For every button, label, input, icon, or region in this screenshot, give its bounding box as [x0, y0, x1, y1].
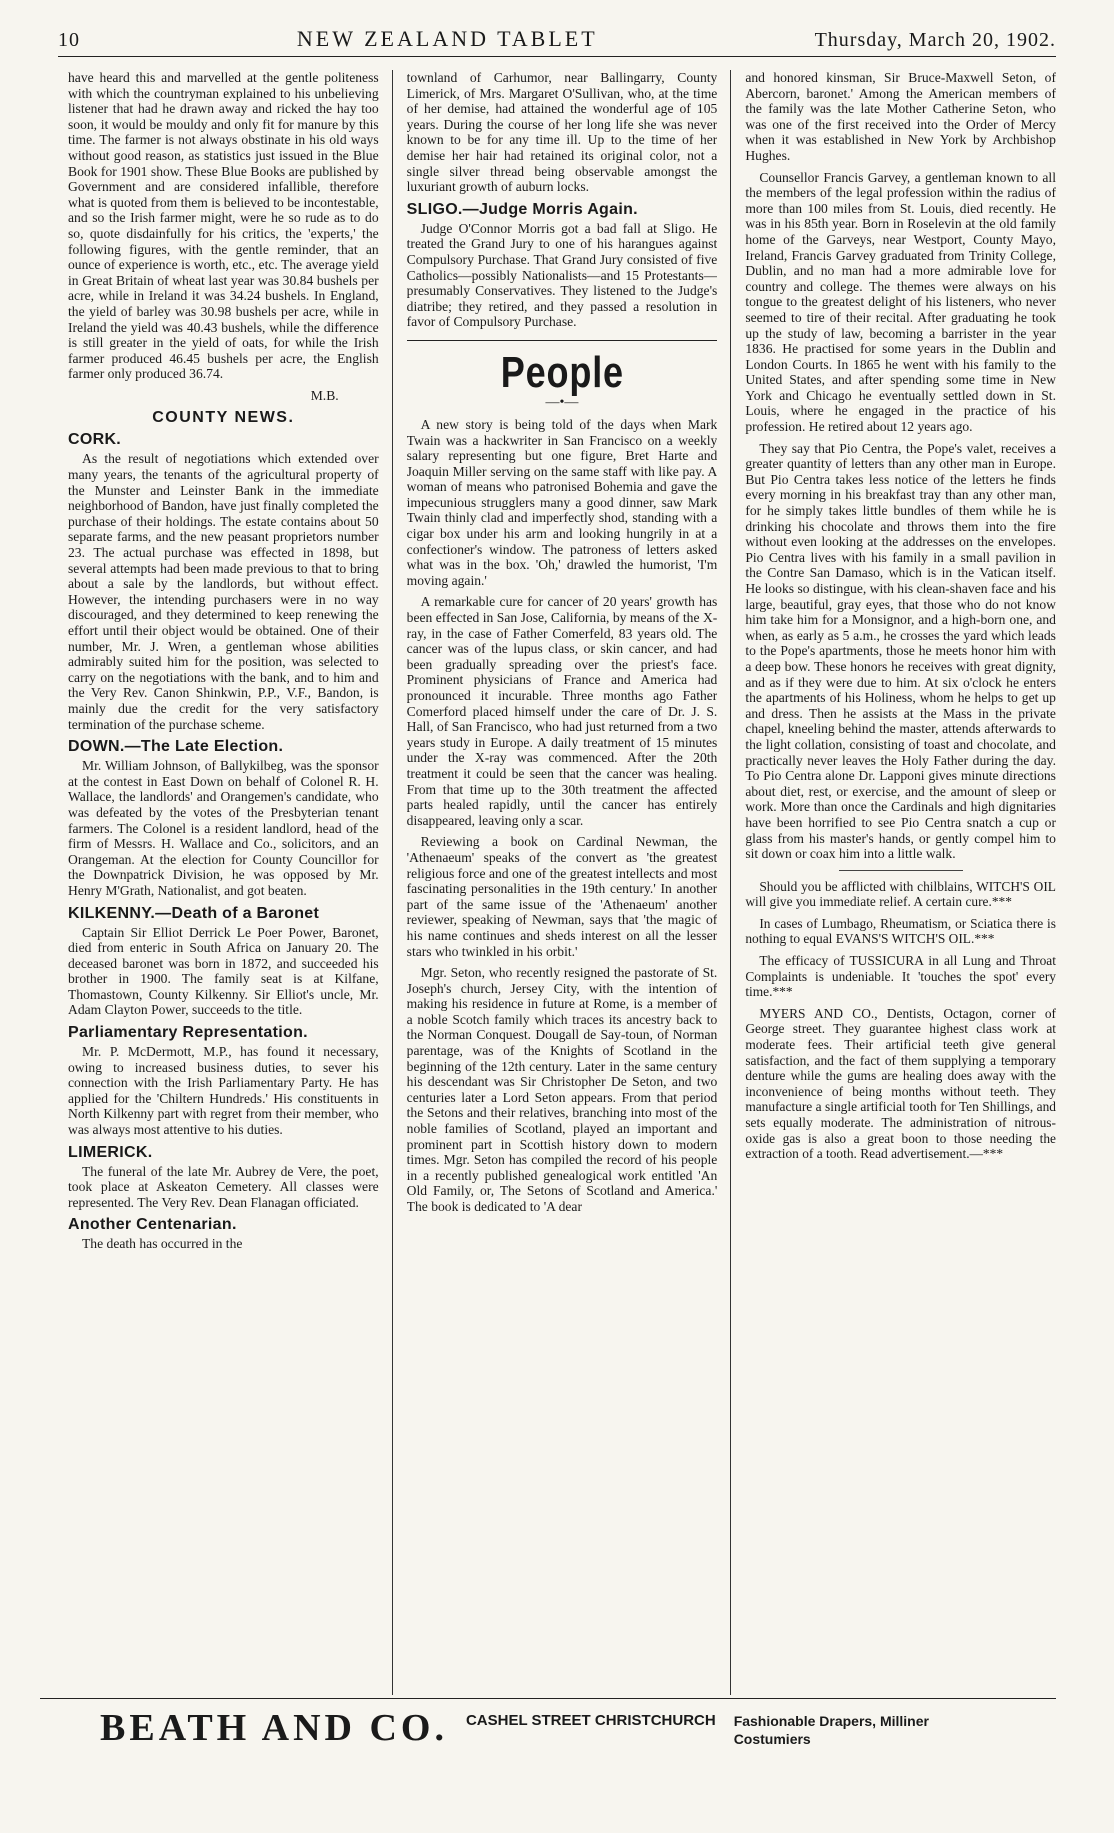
footer-trade-line: Costumiers [733, 1731, 811, 1747]
footer-address: CASHEL STREET CHRISTCHURCH [465, 1712, 716, 1729]
subheading-centenarian: Another Centenarian. [68, 1216, 237, 1234]
footer-firm-name: BEATH AND CO. [100, 1707, 448, 1749]
column-1 [68, 70, 379, 1695]
page-number: 10 [58, 29, 80, 51]
header-rule [58, 56, 1056, 57]
subheading-sligo: SLIGO.—Judge Morris Again. [406, 200, 638, 218]
paragraph: They say that Pio Centra, the Pope's valet, receives a greater quantity of letters than any other man in Europe. But Pio Centra takes less notice of the letters he finds every morning in his breakfast tray than any other man, for he simply takes little bundles of them while he is drinking his chocolate and throws them into the fire without even looking at the addresses on the envelopes. Pio Centra lives with his family in a small pavilion in the Contre San Damaso, which is in the Vatican itself. He looks so distingue, with his clean-shaven face and his large, beautiful, gray eyes, that those who do not know him take him for a Monsignor, and a high-born one, and when, as early as 5 a.m., he crosses the yard which leads to the Pope's apartments, those he meets honor him with a deep bow. These honors he receives with great dignity, and as if they were due to him. At six o'clock he enters the apartments of his Holiness, whom he helps to get up and dress. Then he assists at the Mass in the private chapel, kneeling behind the master, attends afterwards to the light collation, consisting of toast and chocolate, and practically never leaves the Holy Father during the day. To Pio Centra alone Dr. Lapponi gives minute directions about diet, rest, or exercise, and the amount of sleep or work. More than once the Cardinals and high dignitaries have been horrified to see Pio Centra snatch a cup or glass from his master's hands, or gently compel him to sit down or coax him into a little walk. [745, 440, 1056, 862]
paragraph: Counsellor Francis Garvey, a gentleman known to all the members of the legal profession within the radius of more than 100 miles from St. Louis, died recently. He was in his 85th year. Born in Roselevin at the old family home of the Garveys, near Westport, County Mayo, Ireland, Francis Garvey graduated from Trinity College, Dublin, and no man had a more admirable love for country and college. The themes were always on his tongue to the greatest delight of his listeners, who never seemed to tire of their recital. After graduating he took up the study of law, becoming a barrister in the year 1836. He practised for some years in the Dublin and London Courts. In 1865 he went with his family to the United States, and after spending some time in New York and Chicago he eventually settled down in St. Louis, where he engaged in the practice of his profession. He retired about 12 years ago. [745, 169, 1056, 435]
footer-trade [734, 1708, 929, 1748]
section-heading-county-news: COUNTY NEWS. [152, 409, 295, 427]
author-signature: M.B. [310, 387, 339, 403]
subheading-cork: CORK. [68, 431, 122, 449]
paragraph: Mr. P. McDermott, M.P., has found it necessary, owing to increased business duties, to sever his connection with the Irish Parliamentary Party. He has applied for the 'Chiltern Hundreds.' His constituents in North Kilkenny part with regret from their member, who was always most attentive to his duties. [68, 1044, 379, 1138]
paragraph: Captain Sir Elliot Derrick Le Poer Power, Baronet, died from enteric in South Africa on January 20. The deceased baronet was born in 1872, and succeeded his brother in 1900. The family seat is at Kilfane, Thomastown, County Kilkenny. Sir Elliot's uncle, Mr. Adam Clayton Power, succeeds to the title. [68, 924, 379, 1018]
paragraph: The funeral of the late Mr. Aubrey de Vere, the poet, took place at Askeaton Cemetery. All classes were represented. The Very Rev. Dean Flanagan officiated. [68, 1163, 379, 1210]
subheading-kilkenny: KILKENNY.—Death of a Baronet [68, 904, 320, 922]
column-2 [407, 70, 718, 1695]
paragraph: The death has occurred in the [82, 1236, 243, 1252]
advertisements [745, 879, 1056, 1162]
advertisement: In cases of Lumbago, Rheumatism, or Sciatica there is nothing to equal EVANS'S WITCH'S OIL.*** [745, 915, 1056, 947]
paragraph: townland of Carhumor, near Ballingarry, County Limerick, of Mrs. Margaret O'Sullivan, who, at the time of her demise, had attained the wonderful age of 105 years. During the course of her long life she was never known to be for any time ill. Up to the time of her demise her hair had retained its original color, not a single silver thread being observable amongst the luxuriant growth of auburn locks. [406, 70, 718, 195]
article-columns [68, 70, 1056, 1695]
ornament-divider: —•— [545, 394, 579, 410]
paragraph: As the result of negotiations which extended over many years, the tenants of the agricultural property of the Munster and Leinster Bank in the immediate neighborhood of Bandon, have just finally completed the purchase of their holdings. The estate contains about 50 separate farms, and the new peasant proprietors number 23. The actual purchase was effected in 1898, but several attempts had been made previous to that to bring about a sale by the landlords, but without effect. However, the intending purchasers were in no way discouraged, and they determined to keep renewing the effort until their object would be obtained. One of their number, Mr. J. Wren, a gentleman whose abilities admirably suited him for the position, was selected to carry on the negotiations with the bank, and to him and the Very Rev. Canon Shinkwin, P.P., V.F., Bandon, is mainly due the credit for the very satisfactory termination of the purchase scheme. [68, 451, 379, 732]
paragraph: A remarkable cure for cancer of 20 years' growth has been effected in San Jose, California, by means of the X-ray, in the case of Father Comerfeld, 83 years old. The cancer was of the lupus class, or skin cancer, and had been gradually spreading over the priest's face. Prominent physicians of France and America had pronounced it incurable. Three months ago Father Comerford placed himself under the care of Dr. J. S. Hall, of San Francisco, who had just returned from a two years study in Europe. A daily treatment of 15 minutes under the X-ray was commenced. After the 20th treatment it could be seen that the cancer was healing. From that time up to the 30th treatment the affected parts healed rapidly, until the cancer has entirely disappeared, leaving only a scar. [406, 594, 718, 828]
paragraph: Reviewing a book on Cardinal Newman, the 'Athenaeum' speaks of the convert as 'the greatest religious force and one of the greatest intellects and most fascinating personalities in the 19th century.' In another part of the same issue of the 'Athenaeum' another reviewer, speaking of Newman, says that 'the magic of his name continues and sheds interest on all the lesser stars who twinkled in his orbit.' [406, 834, 718, 959]
paragraph: and honored kinsman, Sir Bruce-Maxwell Seton, of Abercorn, baronet.' Among the American members of the family was the late Mother Catherine Seton, who was one of the first received into the Order of Mercy when it was established in New York by Archbishop Hughes. [745, 70, 1056, 163]
issue-date: Thursday, March 20, 1902. [814, 29, 1056, 51]
paragraph: Mr. William Johnson, of Ballykilbeg, was the sponsor at the contest in East Down on behalf of Colonel R. H. Wallace, the landlords' and Orangemen's candidate, who was defeated by the votes of the Presbyterian tenant farmers. The Colonel is a resident landlord, head of the firm of Messrs. H. Wallace and Co., solicitors, and an Orangeman. At the election for County Councillor for the Downpatrick Division, he was opposed by Mr. Henry M'Grath, Nationalist, and got beaten. [68, 758, 379, 898]
paragraph: Mgr. Seton, who recently resigned the pastorate of St. Joseph's church, Jersey City, with the intention of making his residence in future at Rome, is a member of a noble Scotch family which traces its ancestry back to the Norman Conquest. Dougall de Say-toun, of Norman parentage, was of the Knights of Scotland in the beginning of the 12th century. Later in the same century his descendant was Sir Christopher De Seton, and two centuries later a Lord Seton appears. From that period the Setons and their relatives, branching into most of the noble families of Scotland, played an important and prominent part in Scottish history down to modern times. Mgr. Seton has compiled the record of his people in a recently published genealogical work entitled 'An Old Family, or, The Setons of Scotland and America.' The book is dedicated to 'A dear [406, 965, 718, 1214]
footer-trade-line: Fashionable Drapers, Milliner [733, 1713, 929, 1729]
subheading-limerick: LIMERICK. [68, 1143, 153, 1161]
column-3 [745, 70, 1056, 1695]
footer-rule [40, 1698, 1056, 1699]
section-rule [407, 340, 718, 341]
paragraph: A new story is being told of the days when Mark Twain was a hackwriter in San Francisco on a weekly salary representing but one figure, Bret Harte and Joaquin Miller serving on the same staff with like pay. A woman of means who patronised Bohemia and gave the impecunious strugglers many a good dinner, saw Mark Twain thinly clad and imperfectly shod, standing with a cigar box under his arm and looking hungrily in at a confectioner's window. The patroness of letters asked what was in the box. 'Oh,' drawled the humorist, 'I'm moving again.' [406, 416, 718, 588]
advertisement: MYERS AND CO., Dentists, Octagon, corner of George street. They guarantee highest class work at moderate fees. Their artificial teeth give general satisfaction, and the fact of them supplying a temporary denture while the gums are healing does away with the inconvenience of being months without teeth. They manufacture a single artificial tooth for Ten Shillings, and sets equally moderate. The administration of nitrous-oxide gas is also a great boon to those needing the extraction of a tooth. Read advertisement.—*** [745, 1005, 1056, 1162]
page-header [58, 26, 1056, 52]
paragraph: have heard this and marvelled at the gentle politeness with which the countryman explained to his unbelieving listener that had he drawn away and ricked the hay too soon, it would be mouldy and only fit for manure by this time. The farmer is not always obstinate in his old ways without good reason, as statistics just issued in the Blue Book for 1901 show. These Blue Books are published by Government and are considered infallible, therefore what is quoted from them is believed to be incontestable, and so the Irish farmer might, were he so rude as to do so, quote disdainfully for his critics, the 'experts,' the following figures, with the gentle reminder, that an ounce of experience is worth, etc., etc. The average yield in Great Britain of wheat last year was 30.84 bushels per acre, while in Ireland it was 34.24 bushels. In England, the yield of barley was 30.98 bushels per acre, while in Ireland the yield was 40.43 bushels, while the difference is still greater in the yield of oats, for while the Irish farmer produced 46.45 bushels per acre, the English farmer only produced 36.74. [68, 70, 379, 382]
masthead-title: NEW ZEALAND TABLET [296, 26, 598, 51]
subheading-parliamentary: Parliamentary Representation. [68, 1024, 308, 1042]
subheading-down: DOWN.—The Late Election. [68, 738, 284, 756]
section-title-people: People [500, 347, 624, 397]
advertisement: The efficacy of TUSSICURA in all Lung and Throat Complaints is undeniable. It 'touches the spot' every time.*** [745, 953, 1056, 1000]
advertisement: Should you be afflicted with chilblains, WITCH'S OIL will give you immediate relief. A certain cure.*** [745, 878, 1056, 910]
paragraph: Judge O'Connor Morris got a bad fall at Sligo. He treated the Grand Jury to one of his harangues against Compulsory Purchase. That Grand Jury consisted of five Catholics—possibly Nationalists—and 15 Protestants—presumably Conservatives. They listened to the Judge's diatribe; they retired, and they passed a resolution in favor of Compulsory Purchase. [406, 220, 718, 330]
divider [839, 870, 963, 871]
footer-advertisement [100, 1708, 1056, 1748]
